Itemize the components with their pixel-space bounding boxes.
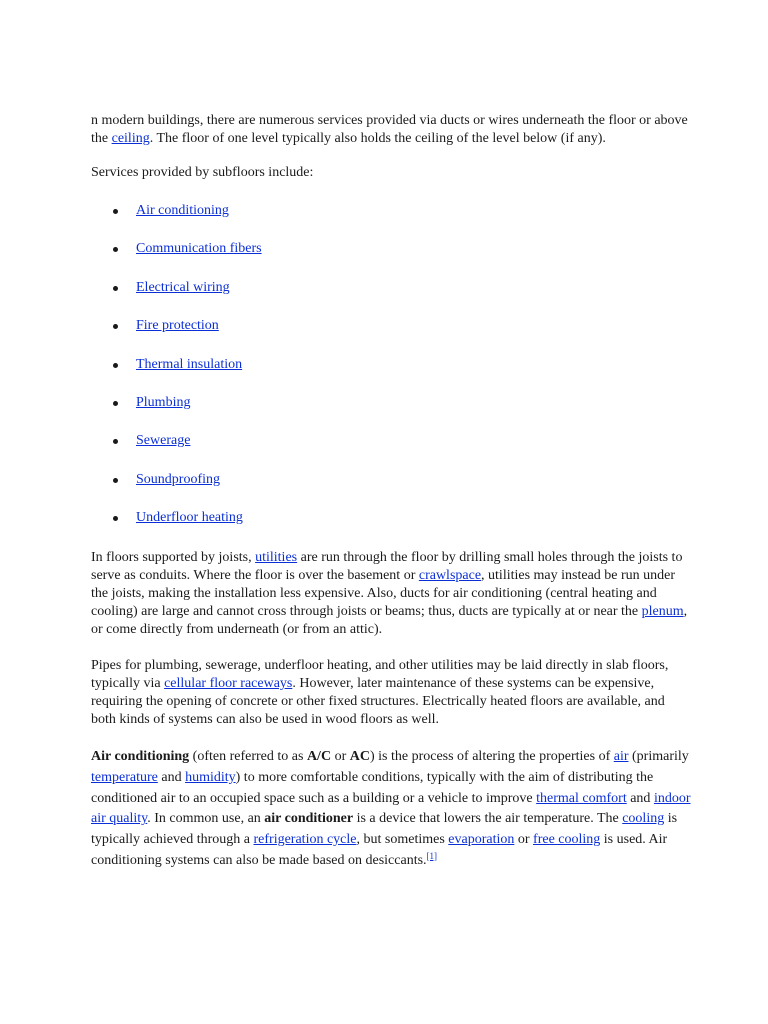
bullet-icon (113, 516, 118, 521)
ac-text: or (514, 831, 534, 847)
ac-text: and (626, 790, 654, 806)
pipes-text: . However, later maintenance of these systems can be expensive, requiring the opening of concrete or other fixed structures. Electrically heated floors are available, and both kinds of systems can also be used in wood floors as well. (91, 676, 665, 728)
term-air-conditioning: Air conditioning (91, 749, 190, 765)
term-ac-abbrev: A/C (306, 749, 332, 765)
list-item (136, 432, 691, 450)
list-item (136, 394, 691, 412)
bullet-icon (113, 324, 118, 329)
list-item (136, 509, 691, 527)
term-ac-short: AC (349, 749, 370, 765)
ac-text: is typically achieved through a (91, 811, 678, 847)
link-utilities[interactable]: utilities (255, 550, 298, 566)
link-sewerage[interactable]: Sewerage (136, 433, 191, 449)
link-humidity[interactable]: humidity (185, 769, 236, 785)
citation-link[interactable]: [1] (426, 850, 438, 861)
link-indoor-air-quality[interactable]: indoor air quality (91, 790, 691, 827)
link-free-cooling[interactable]: free cooling (533, 831, 601, 847)
ac-paragraph (91, 747, 691, 871)
pipes-text: Pipes for plumbing, sewerage, underfloor heating, and other utilities may be laid directly in slab floors, typically via (91, 658, 669, 692)
bullet-icon (113, 439, 118, 444)
link-fire-protection[interactable]: Fire protection (136, 318, 219, 334)
joists-text: , or come directly from underneath (or from an attic). (91, 604, 688, 638)
link-refrigeration-cycle[interactable]: refrigeration cycle (253, 831, 357, 847)
joists-text: In floors supported by joists, (91, 550, 256, 566)
services-list (91, 202, 691, 527)
link-air[interactable]: air (613, 749, 629, 765)
link-electrical-wiring[interactable]: Electrical wiring (136, 279, 230, 295)
joists-text: , utilities may instead be run under the joists, making the installation less expensive. Also, ducts for air conditioning (central heating and cooling) are large and cannot cross through joists or beams; thus, ducts are typically at or near the (91, 568, 676, 620)
link-plumbing[interactable]: Plumbing (136, 394, 191, 410)
bullet-icon (113, 247, 118, 252)
ac-text: . In common use, an (147, 811, 265, 827)
joists-paragraph (91, 549, 691, 639)
bullet-icon (113, 401, 118, 406)
list-item (136, 356, 691, 374)
link-thermal-comfort[interactable]: thermal comfort (536, 790, 627, 806)
list-item (136, 279, 691, 297)
ac-text: (often referred to as (189, 749, 307, 765)
pipes-paragraph (91, 657, 691, 729)
link-evaporation[interactable]: evaporation (448, 831, 515, 847)
link-temperature[interactable]: temperature (91, 769, 158, 785)
list-item (136, 202, 691, 220)
intro-text: n modern buildings, there are numerous services provided via ducts or wires underneath the floor or above the (91, 113, 688, 146)
intro-paragraph (91, 112, 691, 148)
link-ceiling[interactable]: ceiling (111, 131, 150, 146)
link-cooling[interactable]: cooling (622, 811, 665, 827)
list-item (136, 317, 691, 335)
list-item (136, 471, 691, 489)
bullet-icon (113, 286, 118, 291)
ac-text: and (157, 769, 186, 785)
link-air-conditioning[interactable]: Air conditioning (136, 203, 229, 218)
ac-text: or (331, 749, 350, 765)
link-soundproofing[interactable]: Soundproofing (136, 471, 220, 487)
list-item (136, 240, 691, 258)
ac-text: ) to more comfortable conditions, typically with the aim of distributing the conditioned air to an occupied space such as a building or a vehicle to improve (91, 769, 654, 806)
link-communication-fibers[interactable]: Communication fibers (136, 241, 262, 257)
link-crawlspace[interactable]: crawlspace (418, 568, 482, 584)
joists-text: are run through the floor by drilling small holes through the joists to serve as conduits. Where the floor is over the basement or (91, 550, 683, 584)
link-plenum[interactable]: plenum (641, 604, 684, 620)
ac-text: ) is the process of altering the properties of (369, 749, 614, 765)
link-underfloor-heating[interactable]: Underfloor heating (136, 510, 243, 526)
link-thermal-insulation[interactable]: Thermal insulation (136, 356, 243, 372)
link-cellular-floor-raceways[interactable]: cellular floor raceways (164, 676, 293, 692)
bullet-icon (113, 209, 118, 214)
ac-text: is a device that lowers the air temperature. The (353, 811, 623, 827)
ac-text: , but sometimes (356, 831, 449, 847)
intro-text: . The floor of one level typically also holds the ceiling of the level below (if any). (149, 131, 606, 146)
ac-text: is used. Air conditioning systems can also be made based on desiccants. (91, 831, 668, 868)
term-air-conditioner: air conditioner (264, 811, 354, 827)
ac-text: (primarily (628, 749, 689, 765)
document-body (91, 112, 691, 871)
bullet-icon (113, 478, 118, 483)
services-heading: Services provided by subfloors include: (91, 165, 314, 180)
bullet-icon (113, 363, 118, 368)
